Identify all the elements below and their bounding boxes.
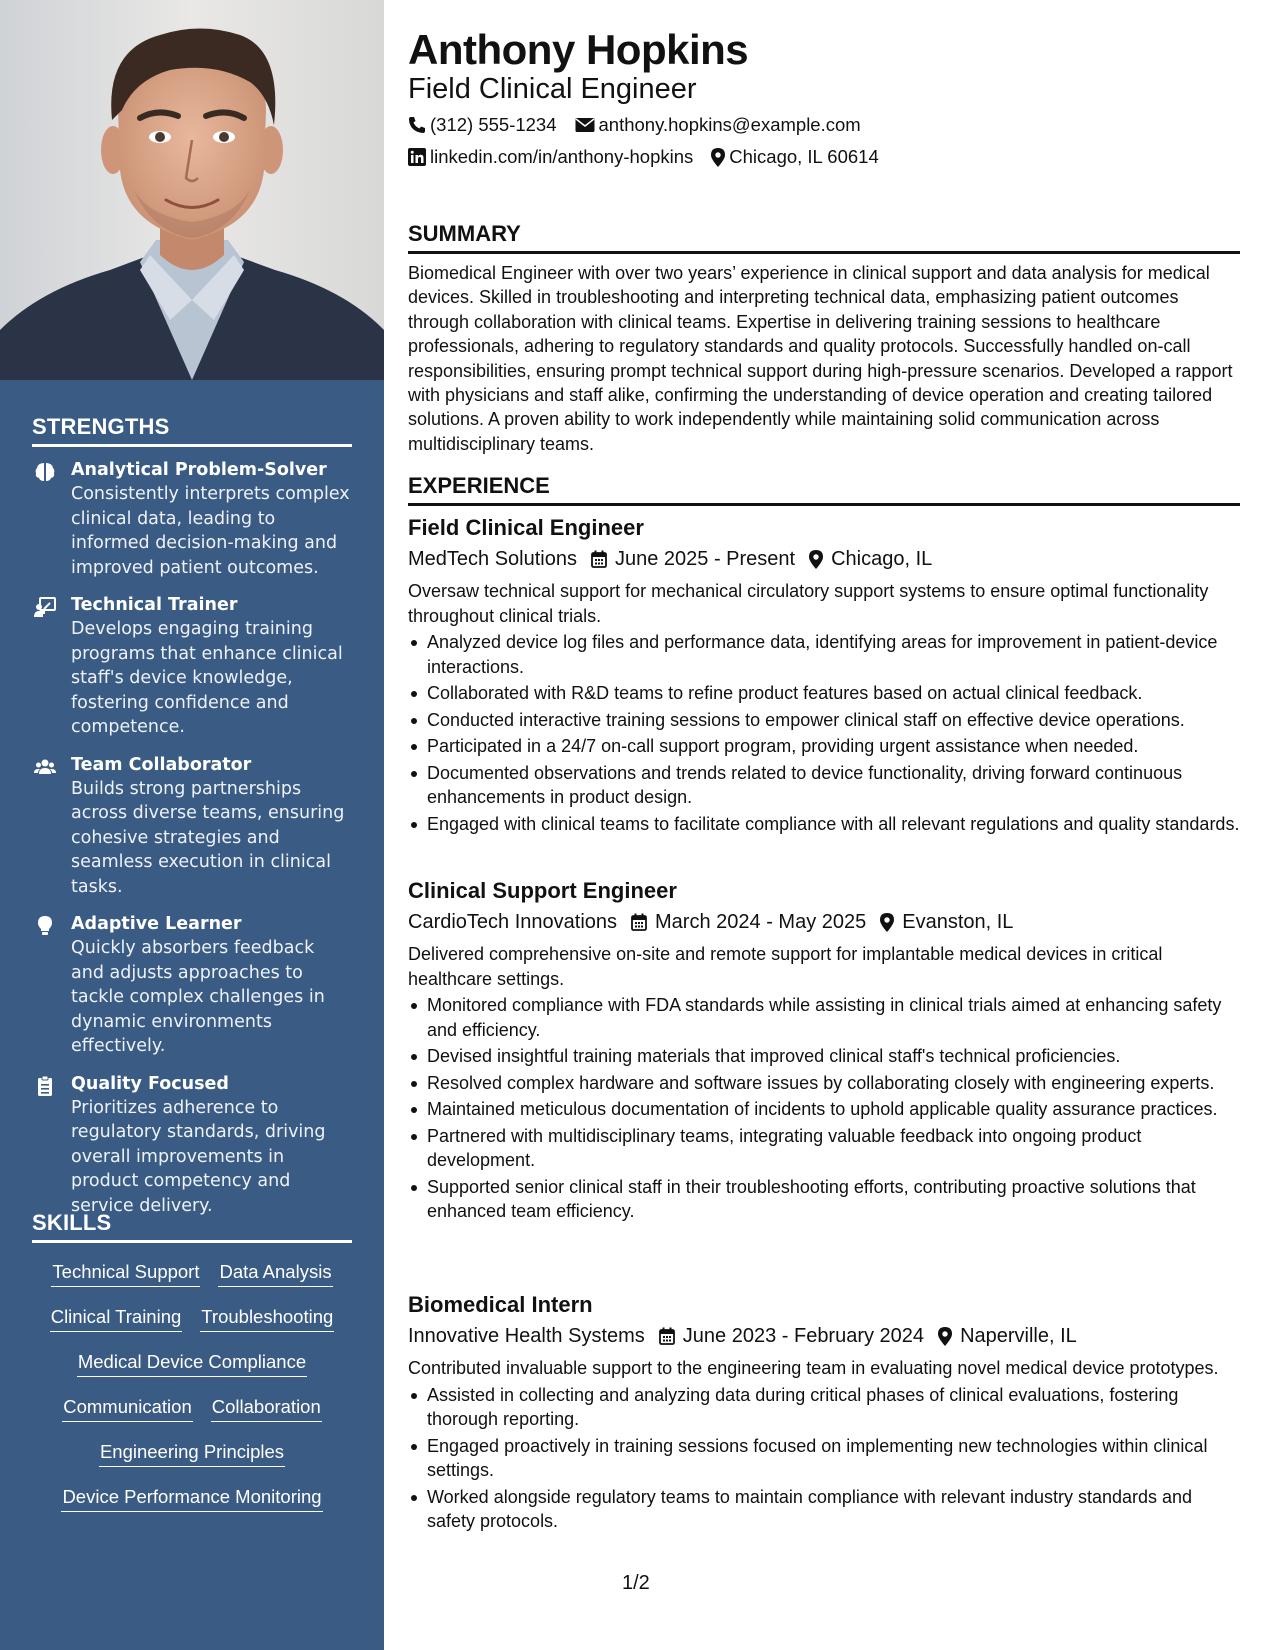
- skills-section: [32, 1210, 352, 1521]
- job-bullet: Collaborated with R&D teams to refine product features based on actual clinical feedback.: [408, 681, 1240, 706]
- calendar-icon: [631, 913, 647, 931]
- job-dates-text: June 2023 - February 2024: [682, 1325, 925, 1347]
- map-marker-icon: [880, 913, 894, 932]
- job-bullet: Maintained meticulous documentation of incidents to uphold applicable quality assurance practices.: [408, 1097, 1240, 1122]
- strength-item: [32, 754, 352, 900]
- skill-tag: Medical Device Compliance: [77, 1351, 307, 1377]
- skills-heading: SKILLS: [32, 1210, 352, 1243]
- profile-photo-illustration: [0, 0, 384, 380]
- strength-item: [32, 459, 352, 580]
- sidebar: [0, 0, 384, 1650]
- job-location-text: Naperville, IL: [960, 1325, 1077, 1347]
- job-description: Contributed invaluable support to the engineering team in evaluating novel medical device prototypes.: [408, 1358, 1219, 1378]
- summary-heading: SUMMARY: [408, 221, 1240, 254]
- job-bullet: Conducted interactive training sessions to empower clinical staff on effective device operations.: [408, 708, 1240, 733]
- job-bullet: Devised insightful training materials that improved clinical staff's technical proficiencies.: [408, 1044, 1240, 1069]
- job-location-text: Chicago, IL: [831, 548, 933, 570]
- map-marker-icon: [938, 1327, 952, 1346]
- strength-item: [32, 913, 352, 1059]
- location-contact: [711, 146, 878, 168]
- map-marker-icon: [711, 148, 725, 167]
- linkedin-contact[interactable]: [408, 146, 693, 168]
- strength-title: Adaptive Learner: [71, 914, 242, 934]
- job-meta: [408, 907, 1240, 937]
- phone-text: (312) 555-1234: [430, 114, 557, 135]
- job-meta: [408, 1321, 1240, 1351]
- job-entry: [408, 1291, 1240, 1536]
- skills-row: [32, 1296, 352, 1341]
- strength-title: Team Collaborator: [71, 754, 252, 775]
- job-description: Delivered comprehensive on-site and remote support for implantable medical devices in critical healthcare settings.: [408, 944, 1163, 989]
- email-contact[interactable]: [575, 114, 861, 136]
- job-company: MedTech Solutions: [408, 548, 577, 570]
- job-bullet: Engaged with clinical teams to facilitate compliance with all relevant regulations and quality standards.: [408, 812, 1240, 837]
- calendar-icon: [659, 1327, 675, 1345]
- strength-title: Quality Focused: [71, 1073, 229, 1094]
- chalkboard-teacher-icon: [34, 596, 56, 618]
- lightbulb-icon: [34, 915, 56, 937]
- linkedin-icon: [408, 148, 426, 166]
- contact-row: [408, 114, 879, 136]
- job-bullet: Worked alongside regulatory teams to maintain compliance with relevant industry standards and safety protocols.: [408, 1485, 1240, 1534]
- strength-description: Quickly absorbers feedback and adjusts approaches to tackle complex challenges in dynamic environments effectively.: [71, 938, 325, 1056]
- summary-text: Biomedical Engineer with over two years’ experience in clinical support and data analysis for medical devices. Skilled in troubleshooting and interpreting technical data, emphasizing patient outcomes through collaboration with clinical teams. Expertise in delivering training sessions to healthcare professionals, adhering to regulatory standards and quality protocols. Successfully handled on-call responsibilities, ensuring prompt technical support during high-pressure scenarios. Developed a rapport with physicians and staff alike, confirming the understanding of device operation and creating tailored solutions. A proven ability to work independently while maintaining solid communication across multidisciplinary teams.: [408, 263, 1233, 454]
- job-bullet: Documented observations and trends related to device functionality, driving forward continuous enhancements in product design.: [408, 761, 1240, 810]
- job-dates: [631, 907, 866, 937]
- skill-tag: Data Analysis: [218, 1261, 332, 1287]
- skill-tag: Communication: [62, 1396, 193, 1422]
- job-role: Field Clinical Engineer: [408, 515, 644, 540]
- job-bullet: Monitored compliance with FDA standards while assisting in clinical trials aimed at enhancing safety and efficiency.: [408, 993, 1240, 1042]
- job-bullets: [408, 993, 1240, 1224]
- job-bullets: [408, 1383, 1240, 1534]
- location-text: Chicago, IL 60614: [729, 146, 879, 167]
- job-location: [809, 544, 932, 574]
- job-bullet: Analyzed device log files and performance data, identifying areas for improvement in patient-device interactions.: [408, 630, 1240, 679]
- job-role: Biomedical Intern: [408, 1292, 593, 1317]
- candidate-title: Field Clinical Engineer: [408, 73, 697, 105]
- strength-description: Builds strong partnerships across diverse teams, ensuring cohesive strategies and seamless execution in clinical tasks.: [71, 778, 345, 897]
- skill-tag: Technical Support: [51, 1261, 200, 1287]
- job-entry: [408, 514, 1240, 838]
- job-meta: [408, 544, 1240, 574]
- job-entry: [408, 877, 1240, 1226]
- page-number: 1/2: [622, 1572, 650, 1594]
- strengths-section: [32, 414, 352, 1218]
- skills-row: [32, 1431, 352, 1476]
- skill-tag: Collaboration: [211, 1396, 322, 1422]
- experience-heading: EXPERIENCE: [408, 473, 1240, 506]
- job-location: [938, 1321, 1077, 1351]
- job-company: CardioTech Innovations: [408, 911, 618, 933]
- strength-item: [32, 1073, 352, 1219]
- job-bullet: Engaged proactively in training sessions focused on implementing new technologies within clinical settings.: [408, 1434, 1240, 1483]
- strength-description: Develops engaging training programs that enhance clinical staff's device knowledge, fostering confidence and competence.: [71, 619, 343, 737]
- envelope-icon: [575, 117, 595, 133]
- strength-title: Analytical Problem-Solver: [71, 460, 327, 480]
- phone-contact[interactable]: [408, 114, 557, 136]
- linkedin-text: linkedin.com/in/anthony-hopkins: [430, 146, 694, 167]
- skill-tag: Device Performance Monitoring: [61, 1486, 322, 1512]
- job-bullet: Participated in a 24/7 on-call support program, providing urgent assistance when needed.: [408, 734, 1240, 759]
- skill-tag: Troubleshooting: [200, 1306, 334, 1332]
- email-text: anthony.hopkins@example.com: [598, 114, 861, 135]
- job-dates: [591, 544, 795, 574]
- job-dates: [659, 1321, 924, 1351]
- job-company: Innovative Health Systems: [408, 1325, 645, 1347]
- job-bullet: Assisted in collecting and analyzing data during critical phases of clinical evaluations, fostering thorough reporting.: [408, 1383, 1240, 1432]
- skills-row: [32, 1386, 352, 1431]
- profile-photo: [0, 0, 384, 380]
- skill-tag: Engineering Principles: [99, 1441, 285, 1467]
- strength-description: Consistently interprets complex clinical data, leading to informed decision-making and improved patient outcomes.: [71, 484, 350, 578]
- strength-title: Technical Trainer: [71, 595, 238, 615]
- contact-row: [408, 146, 897, 168]
- skills-row: [32, 1341, 352, 1386]
- job-bullet: Supported senior clinical staff in their troubleshooting efforts, contributing proactive solutions that enhanced team efficiency.: [408, 1175, 1240, 1224]
- strength-description: Prioritizes adherence to regulatory standards, driving overall improvements in product competency and service delivery.: [71, 1097, 326, 1216]
- job-location-text: Evanston, IL: [902, 911, 1014, 933]
- job-description: Oversaw technical support for mechanical circulatory support systems to ensure optimal functionality throughout clinical trials.: [408, 581, 1209, 626]
- skills-row: [32, 1251, 352, 1296]
- skill-tag: Clinical Training: [50, 1306, 183, 1332]
- skills-list: [32, 1243, 352, 1521]
- job-bullet: Resolved complex hardware and software issues by collaborating closely with engineering experts.: [408, 1071, 1240, 1096]
- skills-row: [32, 1476, 352, 1521]
- job-bullet: Partnered with multidisciplinary teams, integrating valuable feedback into ongoing product development.: [408, 1124, 1240, 1173]
- job-bullets: [408, 630, 1240, 836]
- map-marker-icon: [809, 550, 823, 569]
- calendar-icon: [591, 550, 607, 568]
- clipboard-list-icon: [34, 1075, 56, 1097]
- candidate-name: Anthony Hopkins: [408, 26, 749, 73]
- phone-icon: [408, 116, 426, 134]
- strengths-heading: STRENGTHS: [32, 414, 352, 447]
- brain-icon: [34, 461, 56, 483]
- strength-item: [32, 594, 352, 740]
- job-location: [880, 907, 1013, 937]
- job-role: Clinical Support Engineer: [408, 878, 677, 903]
- users-icon: [34, 756, 56, 778]
- job-dates-text: March 2024 - May 2025: [655, 911, 867, 933]
- job-dates-text: June 2025 - Present: [614, 548, 796, 570]
